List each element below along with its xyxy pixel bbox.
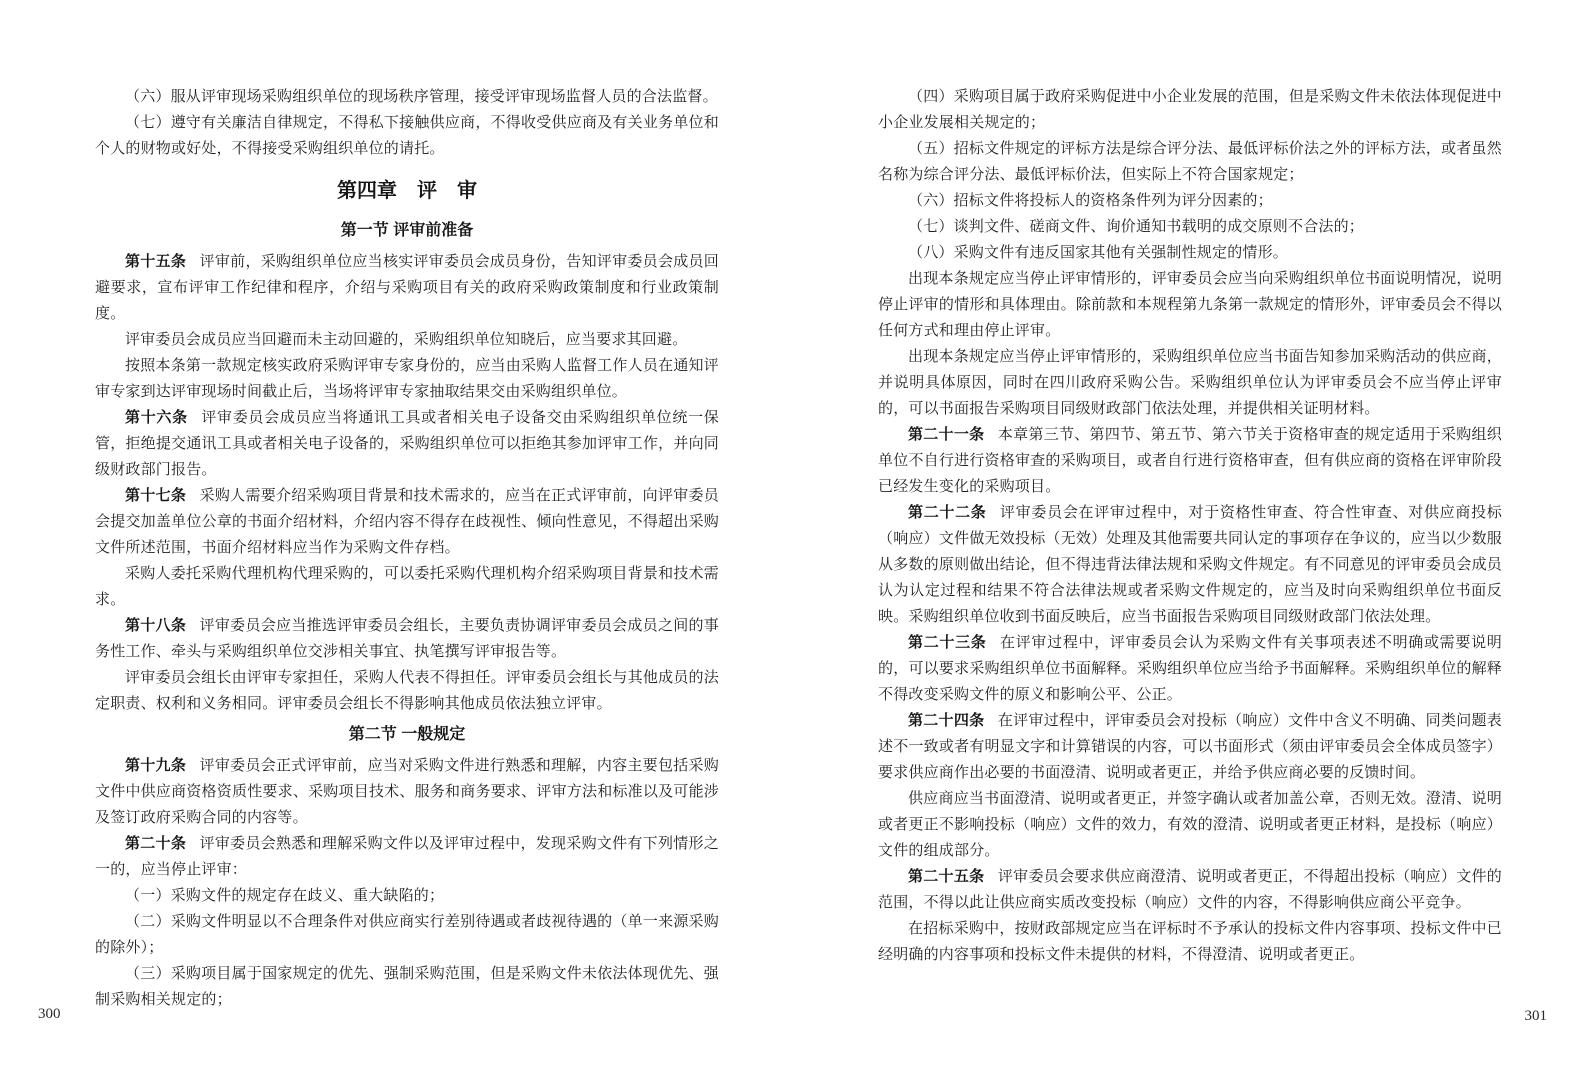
article-number: 第二十一条 [908,426,985,443]
paragraph: 第十六条 评审委员会成员应当将通讯工具或者相关电子设备交由采购组织单位统一保管，拒绝提交通讯工具或者相关电子设备的，采购组织单位可以拒绝其参加评审工作，并向同级财政部门报告。 [95,409,719,478]
right-page-text-column [878,84,1502,968]
paragraph: 第二十五条 评审委员会要求供应商澄清、说明或者更正，不得超出投标（响应）文件的范围，不得以此让供应商实质改变投标（响应）文件的内容，不得影响供应商公平竞争。 [878,868,1502,911]
paragraph: （七）遵守有关廉洁自律规定，不得私下接触供应商，不得收受供应商及有关业务单位和个人的财物或好处，不得接受采购组织单位的请托。 [95,115,719,157]
article-number: 第二十五条 [908,868,985,885]
paragraph: 第二十四条 在评审过程中，评审委员会对投标（响应）文件中含义不明确、同类问题表述不一致或者有明显文字和计算错误的内容，可以书面形式（须由评审委员会全体成员签字）要求供应商作出必要的书面澄清、说明或者更正，并给予供应商必要的反馈时间。 [878,712,1502,781]
section-heading: 第一节 评审前准备 [340,222,474,239]
paragraph: 第二十条 评审委员会熟悉和理解采购文件以及评审过程中，发现采购文件有下列情形之一的，应当停止评审： [95,835,719,878]
paragraph: 出现本条规定应当停止评审情形的，采购组织单位应当书面告知参加采购活动的供应商，并说明具体原因，同时在四川政府采购公告。采购组织单位认为评审委员会不应当停止评审的，可以书面报告采购项目同级财政部门依法处理，并提供相关证明材料。 [878,349,1502,417]
paragraph: 出现本条规定应当停止评审情形的，评审委员会应当向采购组织单位书面说明情况，说明停止评审的情形和具体理由。除前款和本规程第九条第一款规定的情形外，评审委员会不得以任何方式和理由停止评审。 [878,271,1502,339]
paragraph: 第十九条 评审委员会正式评审前，应当对采购文件进行熟悉和理解，内容主要包括采购文件中供应商资格资质性要求、采购项目技术、服务和商务要求、评审方法和标准以及可能涉及签订政府采购合同的内容等。 [95,757,719,826]
paragraph: 供应商应当书面澄清、说明或者更正，并签字确认或者加盖公章，否则无效。澄清、说明或者更正不影响投标（响应）文件的效力，有效的澄清、说明或者更正材料，是投标（响应）文件的组成部分。 [878,791,1502,859]
article-number: 第十五条 [125,253,187,270]
article-number: 第十七条 [125,487,187,504]
paragraph: 第十五条 评审前，采购组织单位应当核实评审委员会成员身份，告知评审委员会成员回避要求，宣布评审工作纪律和程序，介绍与采购项目有关的政府采购政策制度和行业政策制度。 [95,253,719,322]
paragraph: 在招标采购中，按财政部规定应当在评标时不予承认的投标文件内容事项、投标文件中已经明确的内容事项和投标文件未提供的材料，不得澄清、说明或者更正。 [878,921,1502,963]
paragraph: 第十七条 采购人需要介绍采购项目背景和技术需求的，应当在正式评审前，向评审委员会提交加盖单位公章的书面介绍材料，介绍内容不得存在歧视性、倾向性意见，不得超出采购文件所述范围，书面介绍材料应当作为采购文件存档。 [95,487,719,556]
paragraph: （七）谈判文件、磋商文件、询价通知书载明的成交原则不合法的； [908,219,1365,235]
paragraph: 评审委员会成员应当回避而未主动回避的，采购组织单位知晓后，应当要求其回避。 [125,332,688,348]
article-number: 第二十条 [125,835,187,852]
paragraph: （八）采购文件有违反国家其他有关强制性规定的情形。 [908,245,1289,261]
paragraph: （五）招标文件规定的评标方法是综合评分法、最低评标价法之外的评标方法，或者虽然名称为综合评分法、最低评标价法，但实际上不符合国家规定； [878,141,1502,183]
paragraph: 评审委员会组长由评审专家担任，采购人代表不得担任。评审委员会组长与其他成员的法定职责、权利和义务相同。评审委员会组长不得影响其他成员依法独立评审。 [95,670,719,712]
paragraph: 采购人委托采购代理机构代理采购的，可以委托采购代理机构介绍采购项目背景和技术需求。 [95,566,719,608]
paragraph: （六）服从评审现场采购组织单位的现场秩序管理，接受评审现场监督人员的合法监督。 [125,89,718,105]
paragraph: （六）招标文件将投标人的资格条件列为评分因素的； [908,193,1273,209]
article-number: 第十八条 [125,617,187,634]
chapter-heading: 第四章 评 审 [337,180,477,202]
article-number: 第二十二条 [908,504,987,521]
page-number-right: 301 [1524,1008,1547,1024]
article-number: 第十六条 [125,409,188,426]
paragraph: （二）采购文件明显以不合理条件对供应商实行差别待遇或者歧视待遇的（单一来源采购的除外）； [95,914,719,956]
page-number-left: 300 [38,1006,61,1022]
paragraph: 第十八条 评审委员会应当推选评审委员会组长，主要负责协调评审委员会成员之间的事务性工作、牵头与采购组织单位交涉相关事宜、执笔撰写评审报告等。 [95,617,719,660]
article-number: 第十九条 [125,757,187,774]
section-heading: 第二节 一般规定 [348,726,466,743]
left-page-text-column [95,84,719,1013]
paragraph: （一）采购文件的规定存在歧义、重大缺陷的； [125,888,445,904]
article-number: 第二十三条 [908,634,987,651]
article-number: 第二十四条 [908,712,985,729]
paragraph: （四）采购项目属于政府采购促进中小企业发展的范围，但是采购文件未依法体现促进中小企业发展相关规定的； [878,89,1502,131]
paragraph: 第二十二条 评审委员会在评审过程中，对于资格性审查、符合性审查、对供应商投标（响应）文件做无效投标（无效）处理及其他需要共同认定的事项存在争议的，应当以少数服从多数的原则做出结论，但不得违背法律法规和采购文件规定。有不同意见的评审委员会成员认为认定过程和结果不符合法律法规或者采购文件规定的，应当及时向采购组织单位书面反映。采购组织单位收到书面反映后，应当书面报告采购项目同级财政部门依法处理。 [878,504,1502,625]
paragraph: 第二十一条 本章第三节、第四节、第五节、第六节关于资格审查的规定适用于采购组织单位不自行进行资格审查的采购项目，或者自行进行资格审查，但有供应商的资格在评审阶段已经发生变化的采购项目。 [878,426,1502,495]
paragraph: 第二十三条 在评审过程中，评审委员会认为采购文件有关事项表述不明确或需要说明的，可以要求采购组织单位书面解释。采购组织单位应当给予书面解释。采购组织单位的解释不得改变采购文件的原义和影响公平、公正。 [878,634,1502,703]
paragraph: （三）采购项目属于国家规定的优先、强制采购范围，但是采购文件未依法体现优先、强制采购相关规定的； [95,966,719,1008]
paragraph: 按照本条第一款规定核实政府采购评审专家身份的，应当由采购人监督工作人员在通知评审专家到达评审现场时间截止后，当场将评审专家抽取结果交由采购组织单位。 [95,358,719,400]
